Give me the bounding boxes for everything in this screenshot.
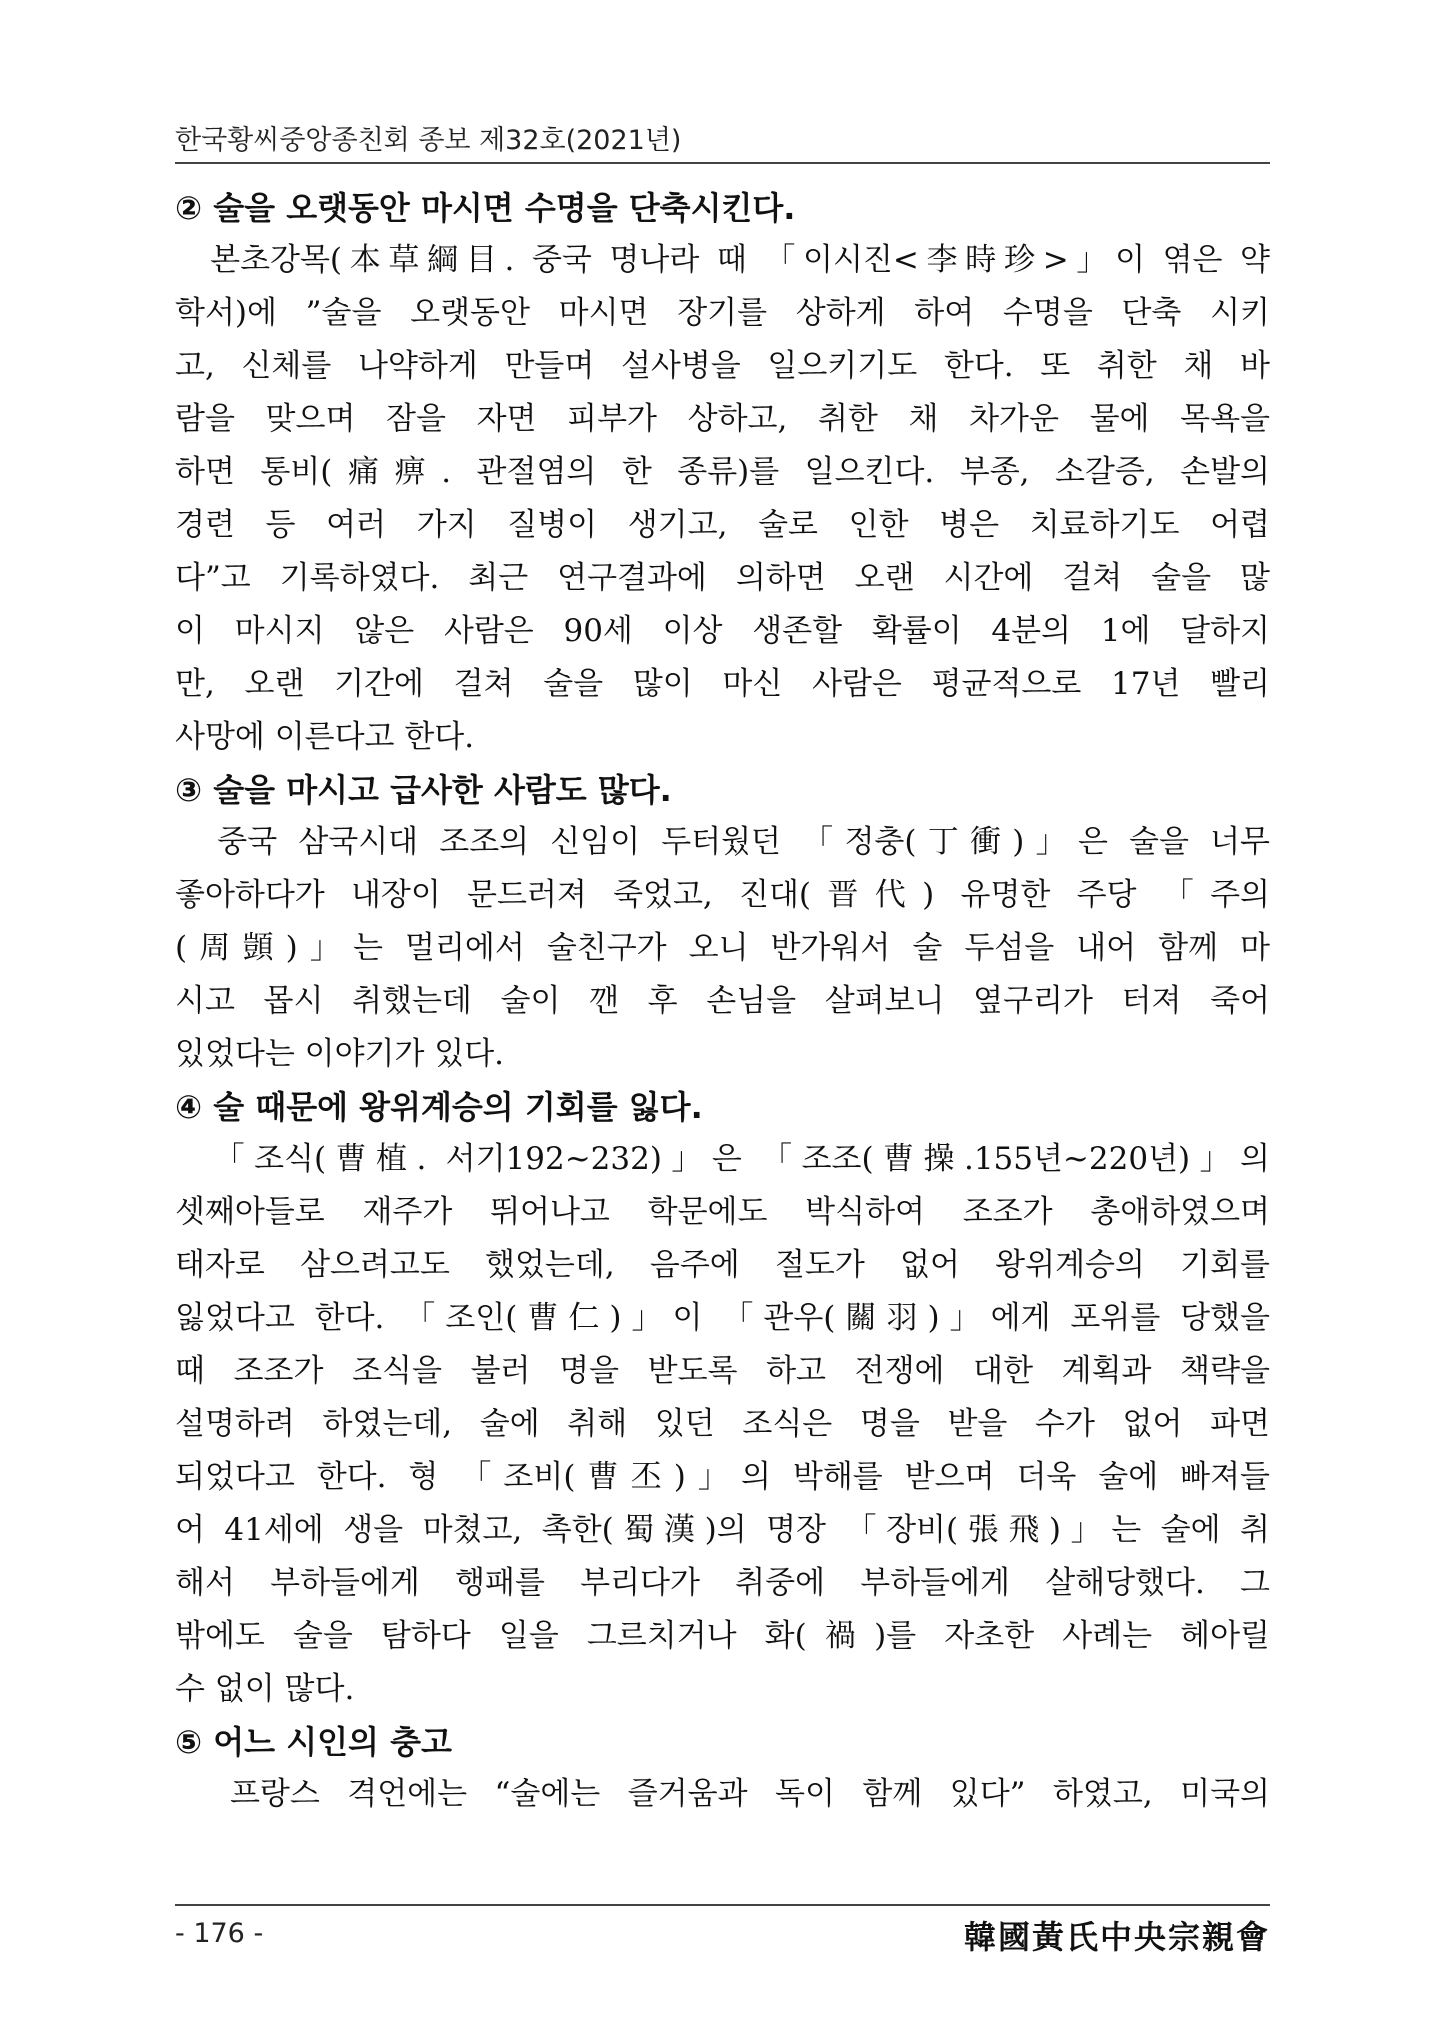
section-paragraph — [175, 1768, 1270, 1821]
section-heading: ② 술을 오랫동안 마시면 수명을 단축시킨다. — [175, 189, 796, 227]
paragraph-line: 때 조조가 조식을 불러 명을 받도록 하고 전쟁에 대한 계획과 책략을 — [175, 1353, 1270, 1389]
paragraph-line: 셋째아들로 재주가 뛰어나고 학문에도 박식하여 조조가 총애하였으며 — [175, 1194, 1270, 1230]
paragraph-line: 좋아하다가 내장이 문드러져 죽었고, 진대(晋代) 유명한 주당 「주의 — [175, 877, 1270, 913]
paragraph-line: 태자로 삼으려고도 했었는데, 음주에 절도가 없어 왕위계승의 기회를 — [175, 1247, 1270, 1283]
paragraph-line: 「조식(曹植. 서기192~232)」은 「조조(曹操.155년~220년)」의 — [175, 1141, 1270, 1177]
paragraph-line: (周顗)」는 멀리에서 술친구가 오니 반가워서 술 두섬을 내어 함께 마 — [175, 930, 1270, 966]
paragraph-line: 이 마시지 않은 사람은 90세 이상 생존할 확률이 4분의 1에 달하지 — [175, 613, 1270, 649]
paragraph-line: 본초강목(本草綱目. 중국 명나라 때 「이시진<李時珍>」이 엮은 약 — [175, 242, 1270, 278]
paragraph-line: 만, 오랜 기간에 걸쳐 술을 많이 마신 사람은 평균적으로 17년 빨리 — [175, 666, 1270, 702]
paragraph-line: 밖에도 술을 탐하다 일을 그르치거나 화(禍)를 자초한 사례는 헤아릴 — [175, 1618, 1270, 1654]
section-paragraph — [175, 234, 1270, 764]
section-paragraph — [175, 816, 1270, 1081]
paragraph-line: 있었다는 이야기가 있다. — [175, 1036, 505, 1072]
paragraph-line: 람을 맞으며 잠을 자면 피부가 상하고, 취한 채 차가운 물에 목욕을 — [175, 401, 1270, 437]
section-paragraph — [175, 1133, 1270, 1716]
paragraph-line: 프랑스 격언에는 “술에는 즐거움과 독이 함께 있다” 하였고, 미국의 — [175, 1776, 1270, 1812]
header-rule — [175, 162, 1270, 164]
running-header: 한국황씨중앙종친회 종보 제32호(2021년) — [175, 125, 682, 156]
paragraph-line: 되었다고 한다. 형 「조비(曹丕)」의 박해를 받으며 더욱 술에 빠져들 — [175, 1459, 1270, 1495]
paragraph-line: 해서 부하들에게 행패를 부리다가 취중에 부하들에게 살해당했다. 그 — [175, 1565, 1270, 1601]
paragraph-line: 시고 몹시 취했는데 술이 깬 후 손님을 살펴보니 옆구리가 터져 죽어 — [175, 983, 1270, 1019]
page-number: - 176 - — [175, 1918, 264, 1949]
paragraph-line: 고, 신체를 나약하게 만들며 설사병을 일으키기도 한다. 또 취한 채 바 — [175, 348, 1270, 384]
article-body — [175, 182, 1270, 1821]
paragraph-line: 설명하려 하였는데, 술에 취해 있던 조식은 명을 받을 수가 없어 파면 — [175, 1406, 1270, 1442]
section-heading: ④ 술 때문에 왕위계승의 기회를 잃다. — [175, 1088, 703, 1126]
paragraph-line: 수 없이 많다. — [175, 1671, 355, 1707]
footer-rule — [175, 1904, 1270, 1906]
section-heading: ③ 술을 마시고 급사한 사람도 많다. — [175, 771, 672, 809]
paragraph-line: 중국 삼국시대 조조의 신임이 두터웠던 「정충(丁衝)」은 술을 너무 — [175, 824, 1270, 860]
paragraph-line: 경련 등 여러 가지 질병이 생기고, 술로 인한 병은 치료하기도 어렵 — [175, 507, 1270, 543]
organization-name: 韓國黃氏中央宗親會 — [963, 1918, 1270, 1956]
paragraph-line: 학서)에 ”술을 오랫동안 마시면 장기를 상하게 하여 수명을 단축 시키 — [175, 295, 1270, 331]
section-heading: ⑤ 어느 시인의 충고 — [175, 1723, 452, 1761]
paragraph-line: 어 41세에 생을 마쳤고, 촉한(蜀漢)의 명장 「장비(張飛)」는 술에 취 — [175, 1512, 1270, 1548]
paragraph-line: 잃었다고 한다. 「조인(曹仁)」이 「관우(關羽)」에게 포위를 당했을 — [175, 1300, 1270, 1336]
paragraph-line: 다”고 기록하였다. 최근 연구결과에 의하면 오랜 시간에 걸쳐 술을 많 — [175, 560, 1270, 596]
paragraph-line: 하면 통비(痛痹. 관절염의 한 종류)를 일으킨다. 부종, 소갈증, 손발의 — [175, 454, 1270, 490]
paragraph-line: 사망에 이른다고 한다. — [175, 719, 475, 755]
